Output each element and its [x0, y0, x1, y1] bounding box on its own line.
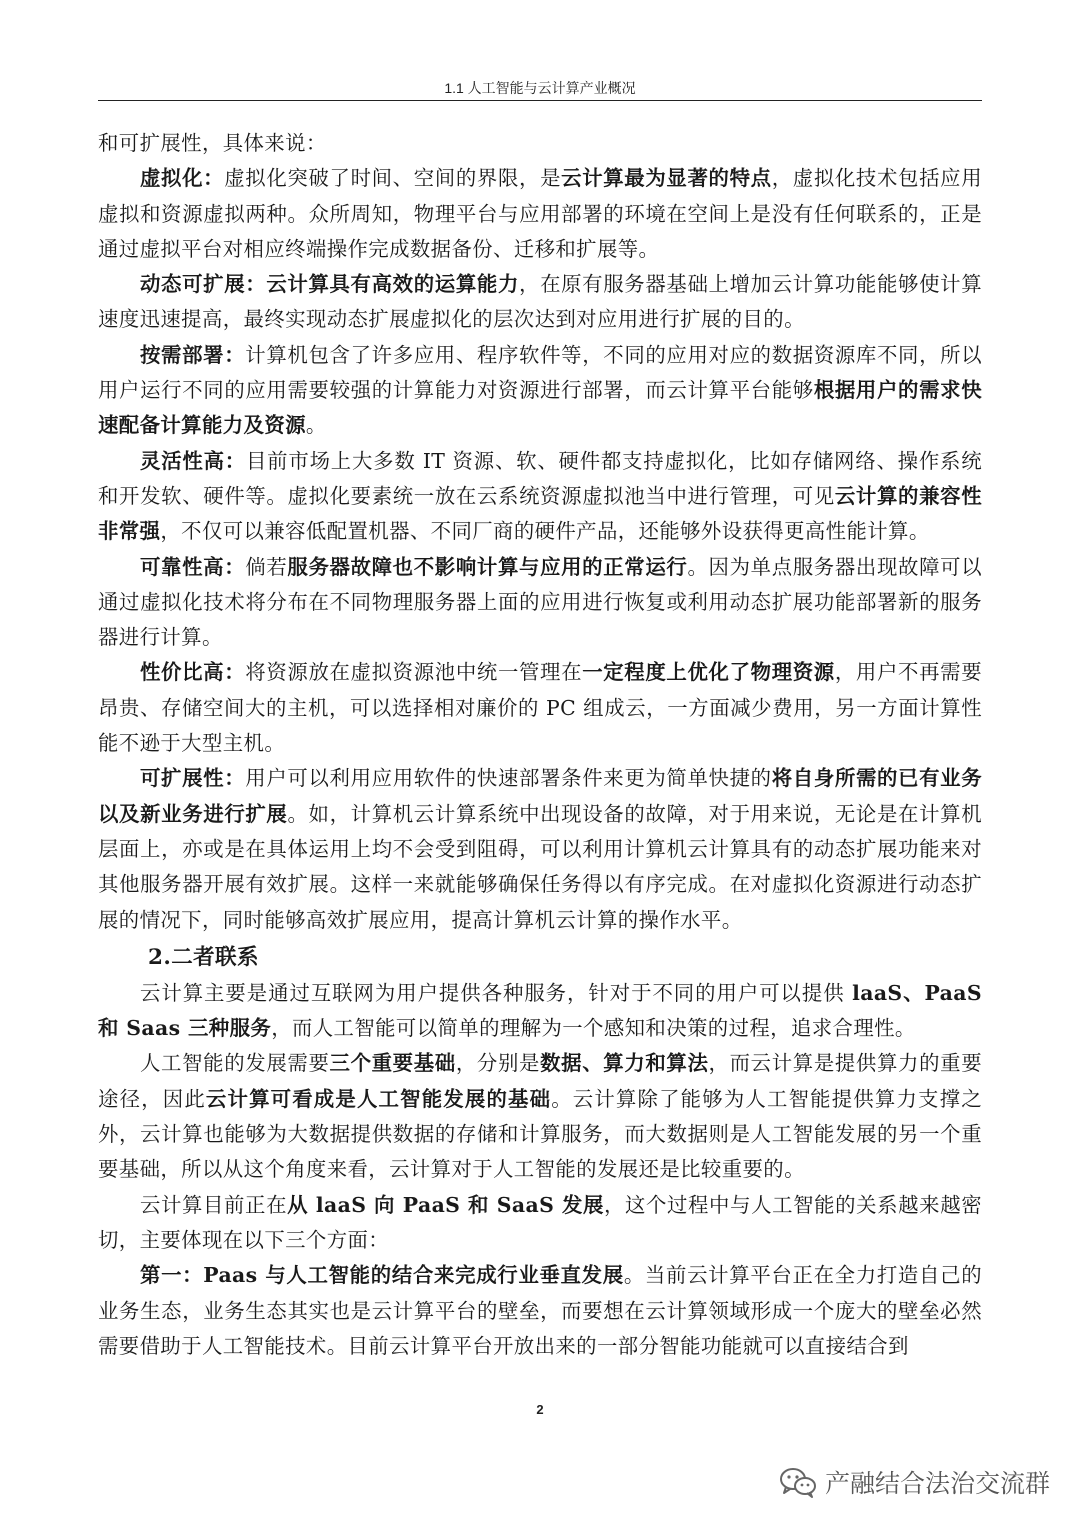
section-paragraph-0: [98, 976, 982, 1047]
emphasis-text: 动态可扩展：云计算具有高效的运算能力: [140, 272, 520, 297]
running-header: 1.1 人工智能与云计算产业概况: [444, 80, 636, 96]
body-text: 。当前云计算平台正在全力打造自己的业务生态，业务生态其实也是云计算平台的壁垒，而要想在云计算领域形成一个庞大的壁垒必然需要借助于人工智能技术。目前云计算平台开放出来的一部分智能功能就可以直接结合到: [98, 1263, 982, 1358]
header-rule: [98, 100, 982, 101]
body-text: 。因为单点服务器出现故障可以通过虚拟化技术将分布在不同物理服务器上面的应用进行恢复或利用动态扩展功能部署新的服务器进行计算。: [98, 554, 982, 650]
body-text: ，而人工智能可以简单的理解为一个感知和决策的过程，追求合理性。: [271, 1016, 916, 1041]
body-text: 虚拟化突破了时间、空间的界限，是: [224, 166, 562, 191]
intro-line: 和可扩展性，具体来说：: [98, 131, 327, 155]
feature-list: [98, 161, 982, 938]
feature-paragraph-3: [98, 444, 982, 550]
emphasis-text: 性价比高：: [140, 660, 246, 685]
emphasis-text: 虚拟化：: [140, 166, 225, 191]
feature-paragraph-0: [98, 161, 982, 267]
emphasis-text: 灵活性高：: [140, 448, 246, 473]
body-text: 云计算目前正在: [140, 1192, 288, 1217]
feature-paragraph-2: [98, 338, 982, 444]
section-paragraph-1: [98, 1046, 982, 1187]
body-text: ，而云计算是提供算力的重要途径，因此: [98, 1051, 983, 1111]
emphasis-text: 云计算可看成是人工智能发展的基础: [205, 1086, 552, 1111]
emphasis-text: 一定程度上优化了物理资源: [582, 660, 835, 685]
body-text: 云计算主要是通过互联网为用户提供各种服务，针对于不同的用户可以提供: [140, 980, 853, 1005]
body-text: ，用户不再需要昂贵、存储空间大的主机，可以选择相对廉价的 PC 组成云，一方面减少费用，另一方面计算性能不逊于大型主机。: [98, 660, 982, 756]
feature-paragraph-6: [98, 761, 982, 937]
body-text: 计算机包含了许多应用、程序软件等，不同的应用对应的数据资源库不同，所以用户运行不同的应用需要较强的计算能力对资源进行部署，而云计算平台能够: [98, 342, 983, 403]
section-paragraph-2: [98, 1188, 982, 1259]
body-text: 目前市场上大多数 IT 资源、软、硬件都支持虚拟化，比如存储网络、操作系统和开发软、硬件等。虚拟化要素统一放在云系统资源虚拟池当中进行管理，可见: [98, 448, 983, 508]
section-heading: 2.二者联系: [148, 944, 259, 970]
body-text: ，这个过程中与人工智能的关系越来越密切，主要体现在以下三个方面：: [98, 1192, 983, 1252]
feature-paragraph-4: [98, 550, 982, 656]
emphasis-text: 可靠性高：: [140, 554, 246, 579]
body-text: 用户可以利用应用软件的快速部署条件来更为简单快捷的: [245, 766, 772, 791]
emphasis-text: 按需部署：: [140, 342, 246, 367]
emphasis-text: 第一：Paas 与人工智能的结合来完成行业垂直发展: [140, 1263, 624, 1288]
body-text: 倘若: [245, 554, 288, 579]
emphasis-text: 云计算最为显著的特点: [561, 166, 772, 191]
body-text: 。如，计算机云计算系统中出现设备的故障，对于用来说，无论是在计算机层面上，亦或是在具体运用上均不会受到阻碍，可以利用计算机云计算具有的动态扩展功能来对其他服务器开展有效扩展。这样一来就能够确保任务得以有序完成。在对虚拟化资源进行动态扩展的情况下，同时能够高效扩展应用，提高计算机云计算的操作水平。: [98, 801, 982, 932]
feature-paragraph-5: [98, 655, 982, 761]
emphasis-text: laaS、PaaS 和 Saas 三种服务: [98, 980, 983, 1041]
feature-paragraph-1: [98, 267, 982, 338]
emphasis-text: 从 laaS 向 PaaS 和 SaaS 发展: [287, 1192, 604, 1217]
emphasis-text: 数据、算力和算法: [540, 1051, 709, 1076]
emphasis-text: 可扩展性：: [140, 766, 246, 791]
body-text: ，不仅可以兼容低配置机器、不同厂商的硬件产品，还能够外设获得更高性能计算。: [160, 519, 930, 544]
watermark: [779, 1462, 1050, 1502]
page-number: 2: [536, 1402, 544, 1417]
body-text: ，在原有服务器基础上增加云计算功能能够使计算速度迅速提高，最终实现动态扩展虚拟化的层次达到对应用进行扩展的目的。: [98, 272, 982, 332]
body-text: ，虚拟化技术包括应用虚拟和资源虚拟两种。众所周知，物理平台与应用部署的环境在空间上是没有任何联系的，正是通过虚拟平台对相应终端操作完成数据备份、迁移和扩展等。: [98, 166, 982, 261]
body-text: ，分别是: [455, 1051, 541, 1076]
document-body: [98, 126, 982, 1364]
emphasis-text: 云计算的兼容性非常强: [98, 483, 982, 544]
body-text: 将资源放在虚拟资源池中统一管理在: [245, 660, 583, 685]
section-paragraph-3: [98, 1258, 982, 1364]
emphasis-text: 将自身所需的已有业务以及新业务进行扩展: [98, 766, 983, 826]
emphasis-text: 服务器故障也不影响计算与应用的正常运行: [287, 554, 688, 579]
body-text: 人工智能的发展需要: [140, 1051, 330, 1076]
body-text: 。云计算除了能够为人工智能提供算力支撑之外，云计算也能够为大数据提供数据的存储和计算服务，而大数据则是人工智能发展的另一个重要基础，所以从这个角度来看，云计算对于人工智能的发展还是比较重要的。: [98, 1086, 982, 1182]
section-body: [98, 976, 982, 1364]
body-text: 。: [305, 413, 327, 438]
emphasis-text: 根据用户的需求快速配备计算能力及资源: [98, 378, 982, 438]
watermark-text: 产融结合法治交流群: [824, 1469, 1050, 1498]
emphasis-text: 三个重要基础: [329, 1051, 456, 1076]
wechat-icon: [779, 1466, 817, 1498]
